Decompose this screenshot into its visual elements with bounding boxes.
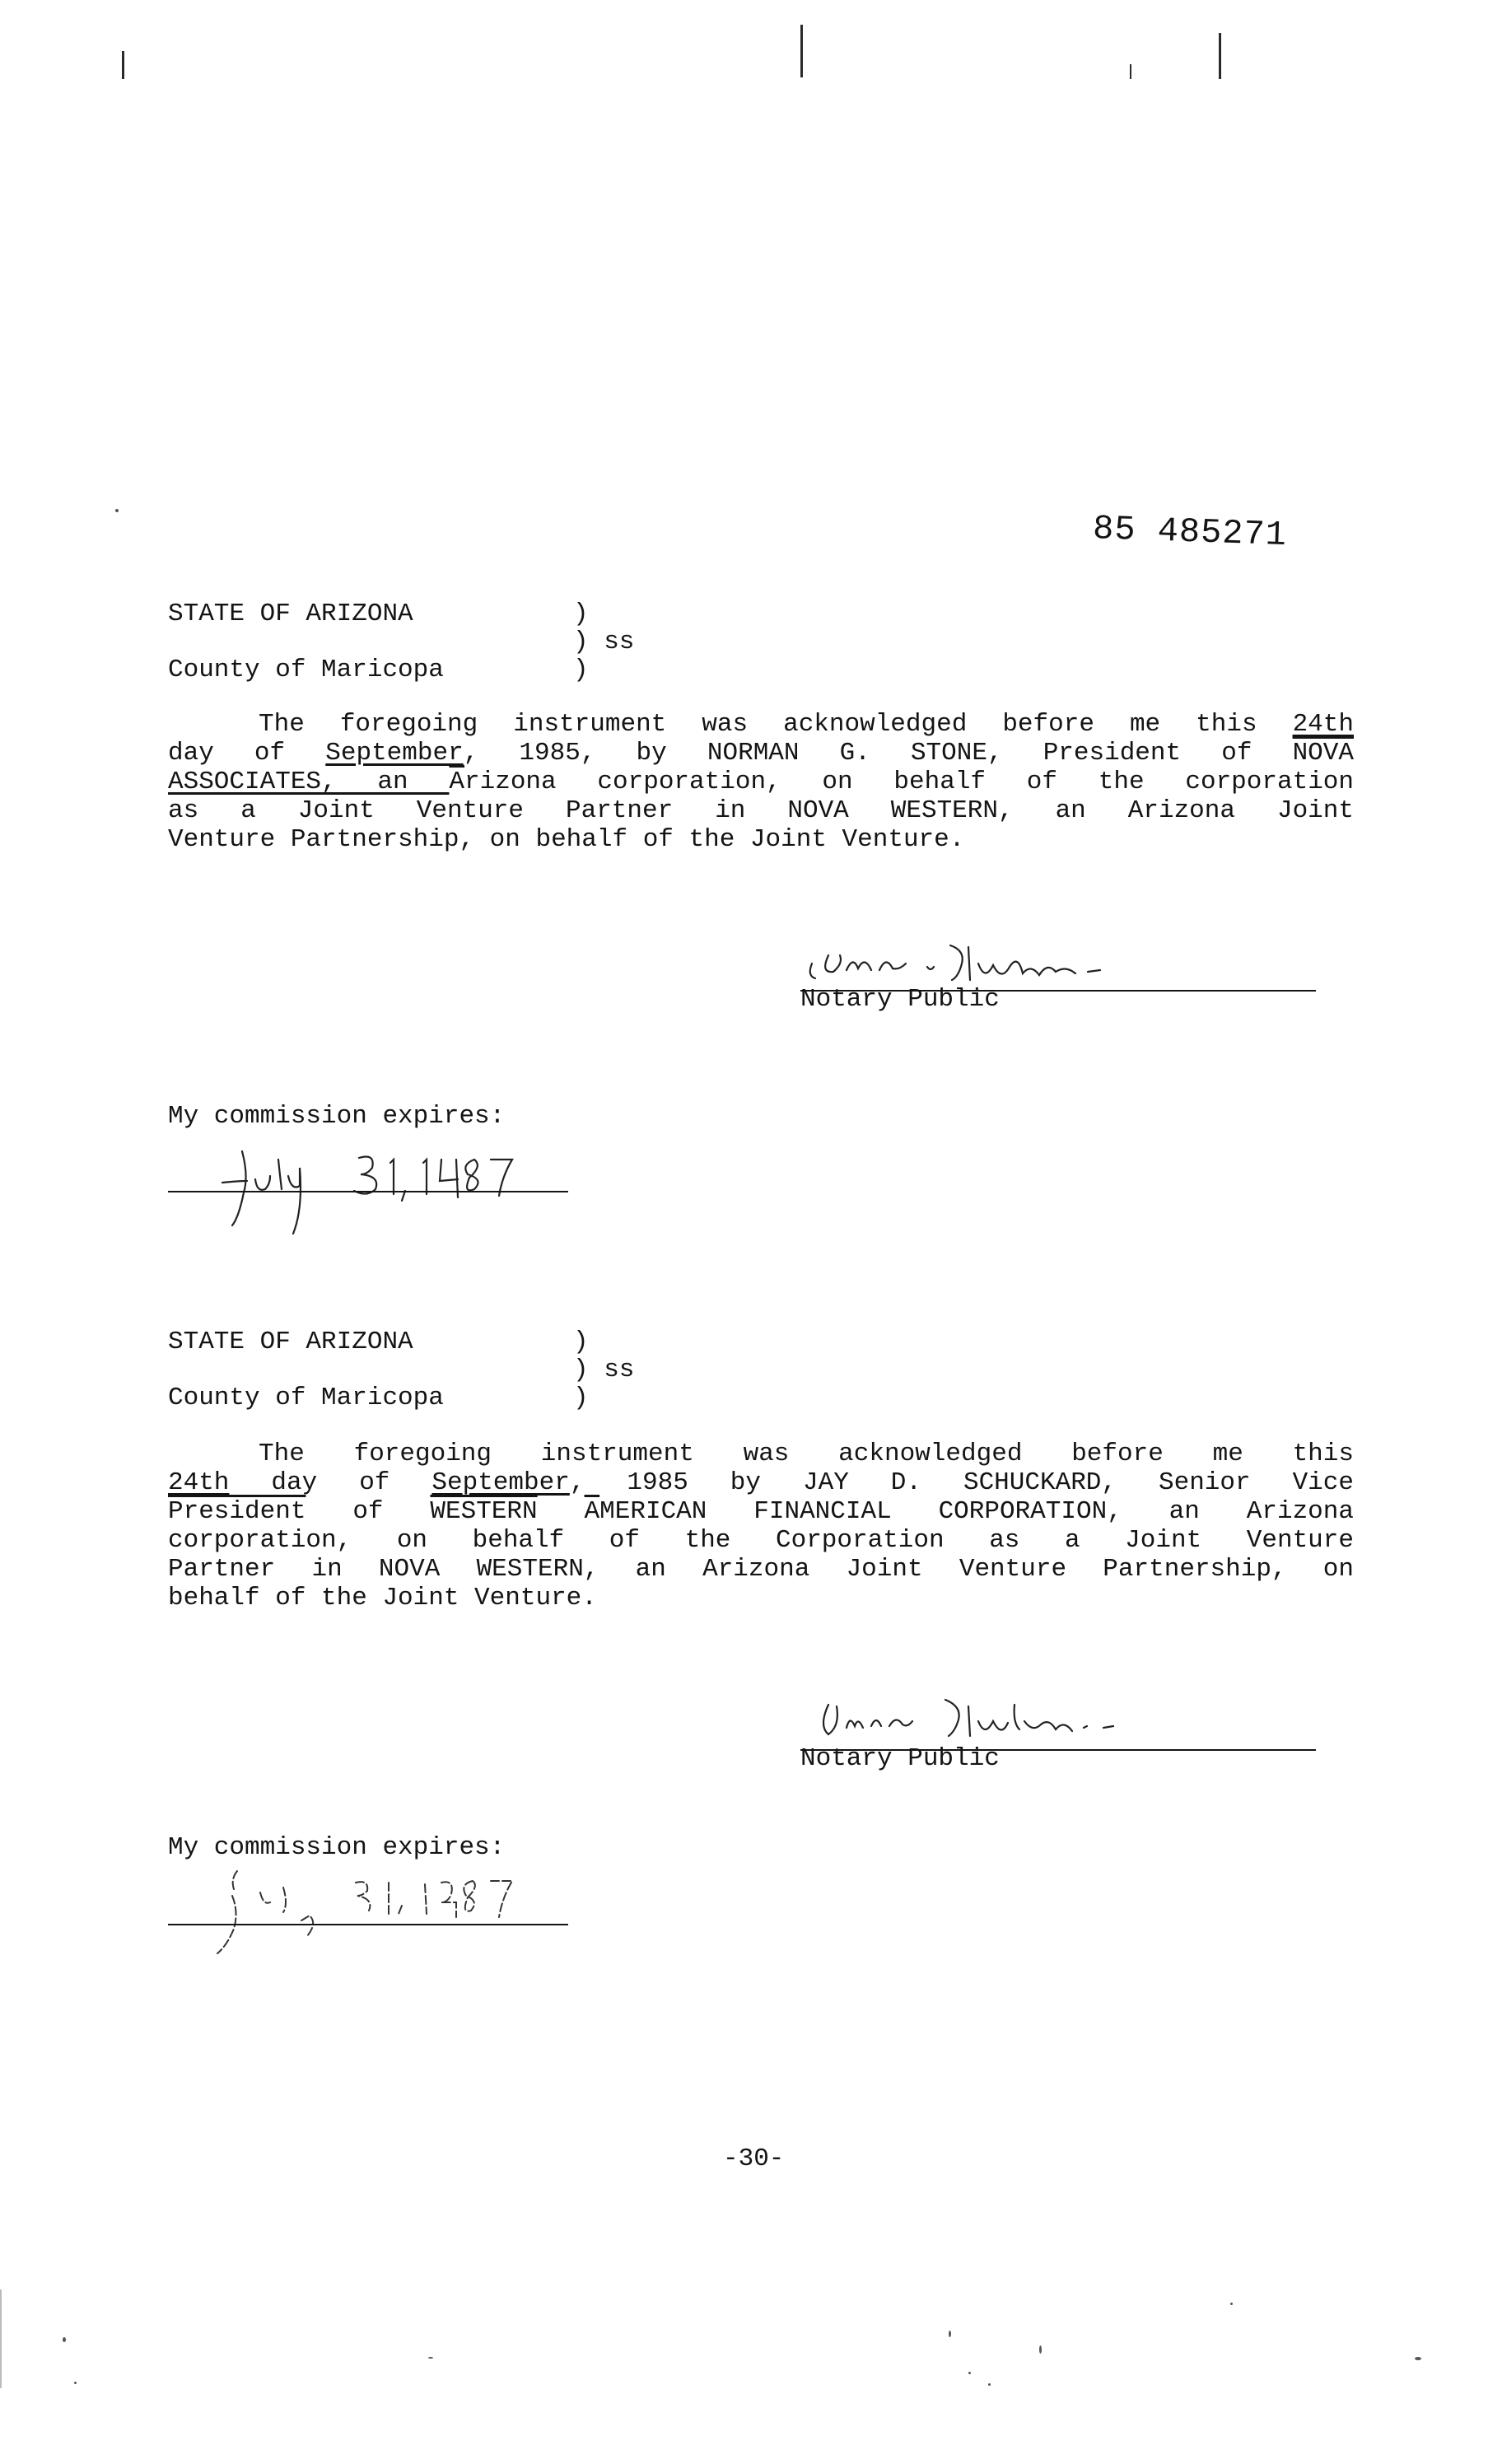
page-number: -30- [723,2144,785,2173]
scan-dot [968,2372,971,2374]
scan-mark [122,51,124,79]
document-number: 85 485271 [1092,509,1288,556]
paren: ) [573,600,589,628]
state-heading: STATE OF ARIZONA [168,600,413,628]
scan-dot [949,2331,951,2337]
paragraph-line: corporation, on behalf of the Corporation as a Joint Venture [168,1526,1354,1555]
acknowledgment-paragraph [168,710,1354,854]
paragraph-line: as a Joint Venture Partner in NOVA WESTERN, an Arizona Joint [168,796,1354,825]
paren-ss: ) ss [573,628,635,656]
scan-mark [1219,33,1221,79]
scan-dot [63,2337,66,2342]
scan-mark [800,25,803,77]
commission-date-handwriting [186,1863,573,1953]
date-line [168,1191,568,1192]
paragraph-line: Partner in NOVA WESTERN, an Arizona Joint Venture Partnership, on [168,1555,1354,1584]
paragraph-line: President of WESTERN $\overline{A}MERICAN$ FINANCIAL CORPORATION, an Arizona [168,1497,1354,1526]
paragraph-line: Venture Partnership, on behalf of the Joint Venture. [168,825,965,854]
paren: ) [573,1328,589,1356]
scan-dot [428,2357,433,2359]
scan-mark [1130,64,1131,79]
county-heading: County of Maricopa [168,656,444,684]
county-heading: County of Maricopa [168,1384,444,1412]
paren-ss: ) ss [573,1356,635,1384]
scan-dot [115,509,119,512]
scan-mark [0,2289,2,2388]
paragraph-line: behalf of the Joint Venture. [168,1584,597,1612]
acknowledgment-paragraph [168,1440,1354,1612]
notary-public-label: Notary Public [800,1744,1000,1773]
paren: ) [573,656,589,684]
scan-dot [1039,2345,1042,2354]
paragraph-line: day of September, 1985, by NORMAN G. STONE, President of NOVA [168,739,1354,768]
state-heading: STATE OF ARIZONA [168,1328,413,1356]
scan-dot [1230,2303,1233,2305]
paragraph-line: 24th day of September, 1985 by JAY D. SCHUCKARD, Senior Vice [168,1468,1354,1497]
paren: ) [573,1384,589,1412]
notary-public-label: Notary Public [800,985,1000,1014]
scan-dot [1415,2357,1421,2360]
scan-dot [74,2382,77,2384]
notary-signature [807,1685,1301,1751]
date-line [168,1924,568,1925]
scan-dot [988,2383,991,2386]
paragraph-line: The foregoing instrument was acknowledged before me this [259,1440,1354,1468]
paragraph-line: The foregoing instrument was acknowledged before me this 24th [259,710,1354,739]
commission-label: My commission expires: [168,1833,506,1862]
commission-date-handwriting [189,1143,568,1234]
paragraph-line: ASSOCIATES, an $\overline{A}rizona$ corporation, on behalf of the corporation [168,768,1355,796]
commission-label: My commission expires: [168,1102,506,1131]
